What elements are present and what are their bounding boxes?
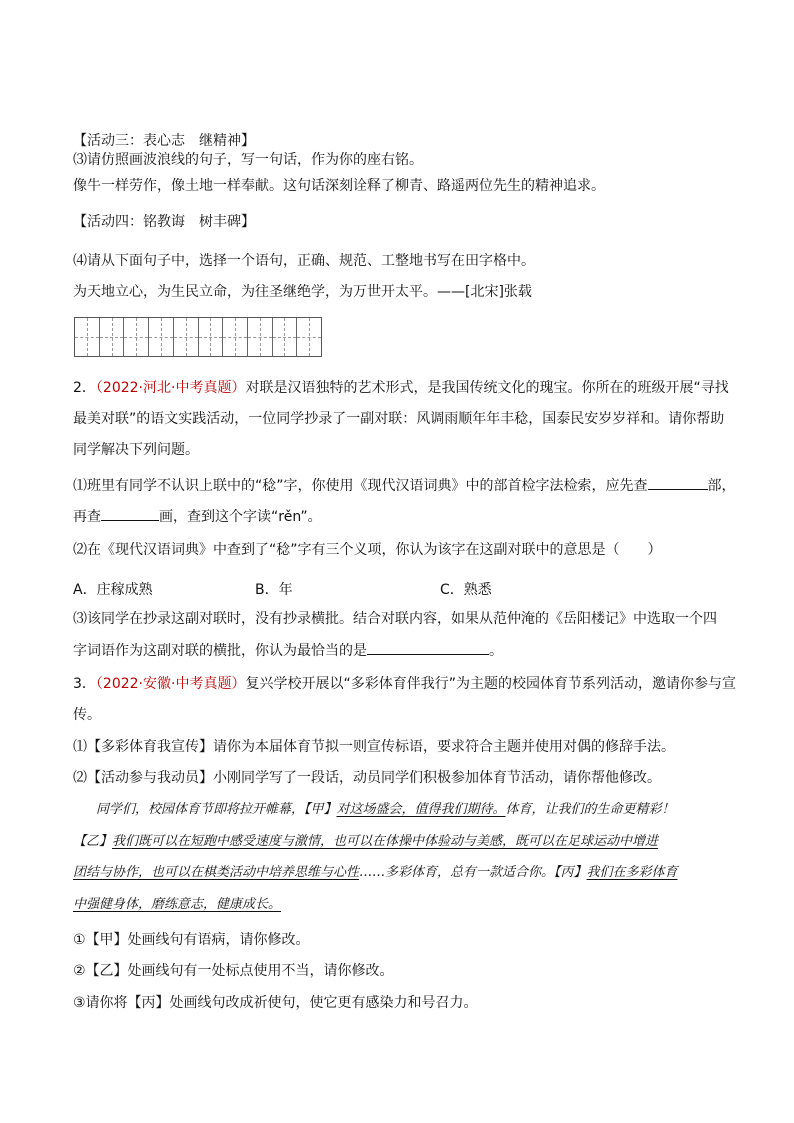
passage-underline-bing-cont: 中强健身体，磨练意志，健康成长。 (73, 897, 282, 912)
q2-sub1-suffix: 部， (707, 478, 736, 494)
q2-options (73, 580, 573, 600)
passage-text: 【乙】 (73, 834, 113, 849)
q2-sub1-end: 画，查到这个字读“rěn”。 (159, 509, 322, 525)
grid-cell[interactable] (199, 318, 224, 356)
q3-intro-line-2: 传。 (73, 707, 101, 723)
passage-line-1 (96, 800, 724, 820)
q2-sub2: ⑵在《现代汉语词典》中查到了“稔”字有三个义项，你认为该字在这副对联中的意思是（ ） (73, 542, 662, 558)
passage-underline-bing: 我们在多彩体育 (586, 865, 678, 880)
passage-underline-jia: 对这场盛会，值得我们期待。 (336, 802, 506, 817)
q3-intro: 复兴学校开展以“多彩体育伴我行”为主题的校园体育节系列活动，邀请你参与宣 (245, 676, 736, 692)
passage-underline-yi: 我们既可以在短跑中感受速度与激情，也可以在体操中体验动与美感，既可以在足球运动中增进 (112, 834, 659, 849)
q2-sub1-text: ⑴班里有同学不认识上联中的“稔”字，你使用《现代汉语词典》中的部首检字法检索，应先查 (73, 478, 648, 494)
q2-sub3-text: 字词语作为这副对联的横批，你认为最恰当的是 (73, 643, 367, 659)
radical-blank[interactable] (648, 475, 708, 490)
passage-underline-yi-cont: 团结与协作，也可以在棋类活动中培养思维与心性 (73, 865, 360, 880)
q2-number: 2． (73, 380, 96, 396)
q3-source: （2022·安徽·中考真题） (95, 676, 246, 692)
question-4-text: 为天地立心，为生民立命，为往圣继绝学，为万世开太平。——[北宋]张载 (73, 284, 532, 300)
q3-sub2: ⑵【活动参与我动员】小刚同学写了一段话，动员同学们积极参加体育节活动，请你帮他修改。 (73, 770, 661, 786)
q2-sub1-line-1 (73, 475, 736, 496)
q2-intro-line-1 (73, 378, 729, 398)
q2-intro: 对联是汉语独特的艺术形式，是我国传统文化的瑰宝。你所在的班级开展“寻找 (245, 380, 729, 396)
passage-line-3 (73, 863, 724, 883)
passage-text: ……多彩体育，总有一款适合你。【丙】 (359, 865, 587, 880)
grid-cell[interactable] (297, 318, 321, 356)
question-4-prompt: ⑷请从下面句子中，选择一个语句，正确、规范、工整地书写在田字格中。 (73, 253, 535, 269)
q2-sub3-end: 。 (489, 643, 503, 659)
answer-blank[interactable] (367, 640, 489, 655)
q3-intro-line-1 (73, 674, 736, 694)
q2-sub3-line-1: ⑶该同学在抄录这副对联时，没有抄录横批。结合对联内容，如果从范仲淹的《岳阳楼记》中选取一个四 (73, 611, 717, 627)
question-3-text: 像牛一样劳作，像土地一样奉献。这句话深刻诠释了柳青、路遥两位先生的精神追求。 (73, 178, 605, 194)
q2-source: （2022·河北·中考真题） (95, 380, 246, 396)
option-b[interactable]: B．年 (255, 582, 293, 598)
task-2: ②【乙】处画线句有一处标点使用不当，请你修改。 (73, 963, 394, 979)
tianzige-grid[interactable] (74, 317, 322, 357)
q2-sub3-line-2 (73, 640, 503, 661)
passage-line-4 (73, 895, 724, 915)
task-1: ①【甲】处画线句有语病，请你修改。 (73, 932, 310, 948)
grid-cell[interactable] (124, 318, 149, 356)
grid-cell[interactable] (248, 318, 273, 356)
passage-line-2 (73, 832, 724, 852)
option-a[interactable]: A．庄稼成熟 (73, 582, 153, 598)
q2-sub1-prefix: 再查 (73, 509, 101, 525)
q2-sub1-line-2 (73, 506, 322, 527)
grid-cell[interactable] (149, 318, 174, 356)
q3-number: 3． (73, 676, 96, 692)
grid-cell[interactable] (174, 318, 199, 356)
activity-3-title: 【活动三：表心志 继精神】 (73, 133, 255, 149)
option-c[interactable]: C．熟悉 (440, 582, 492, 598)
q3-sub1: ⑴【多彩体育我宣传】请你为本届体育节拟一则宣传标语，要求符合主题并使用对偶的修辞手法。 (73, 739, 675, 755)
passage-text: 体育，让我们的生命更精彩！ (505, 802, 675, 817)
activity-4-title: 【活动四：铭教诲 树丰碑】 (73, 214, 255, 230)
question-3-prompt: ⑶请仿照画波浪线的句子，写一句话，作为你的座右铭。 (73, 152, 423, 168)
grid-cell[interactable] (273, 318, 298, 356)
strokes-blank[interactable] (101, 506, 159, 521)
task-3: ③请你将【丙】处画线句改成祈使句，使它更有感染力和号召力。 (73, 995, 478, 1011)
grid-cell[interactable] (100, 318, 125, 356)
q2-intro-line-3: 同学解决下列问题。 (73, 442, 199, 458)
passage-text: 同学们，校园体育节即将拉开帷幕，【甲】 (96, 802, 337, 817)
grid-cell[interactable] (75, 318, 100, 356)
grid-cell[interactable] (223, 318, 248, 356)
q2-intro-line-2: 最美对联”的语文实践活动，一位同学抄录了一副对联：风调雨顺年年丰稔，国泰民安岁岁祥和。请你帮助 (73, 411, 725, 427)
